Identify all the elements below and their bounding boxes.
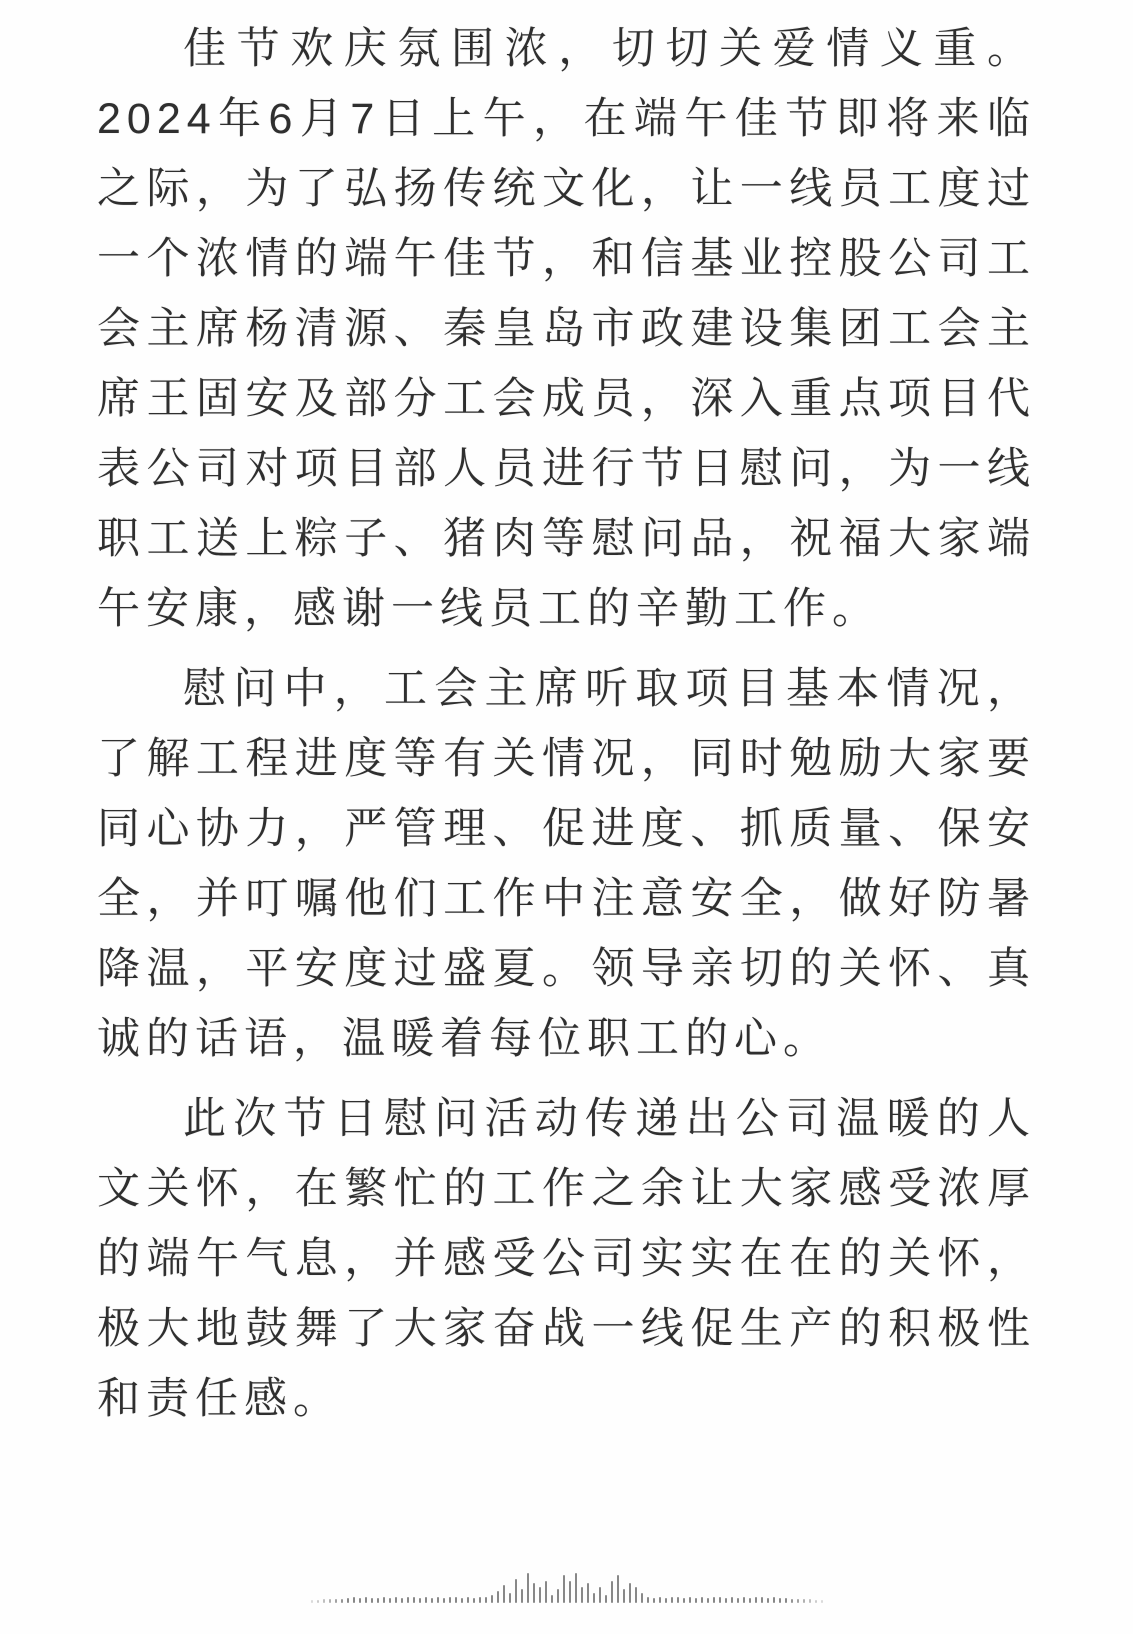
waveform-bar bbox=[497, 1591, 499, 1603]
waveform-bar bbox=[701, 1597, 703, 1603]
waveform-bar bbox=[623, 1589, 625, 1603]
waveform-bar bbox=[767, 1598, 769, 1603]
waveform-bar bbox=[431, 1598, 433, 1603]
waveform-bar bbox=[485, 1597, 487, 1603]
waveform-bar bbox=[755, 1597, 757, 1603]
waveform-bar bbox=[659, 1597, 661, 1603]
waveform-bar bbox=[527, 1573, 529, 1603]
waveform-bar bbox=[677, 1597, 679, 1603]
waveform-bar bbox=[467, 1597, 469, 1603]
waveform-bar bbox=[353, 1597, 355, 1603]
waveform-bar bbox=[761, 1597, 763, 1603]
waveform-bar bbox=[413, 1597, 415, 1603]
article-paragraph-1: 佳节欢庆氛围浓，切切关爱情义重。2024年6月7日上午，在端午佳节即将来临之际，为了弘扬传统文化，让一线员工度过一个浓情的端午佳节，和信基业控股公司工会主席杨清源、秦皇岛市政建设集团工会主席王固安及部分工会成员，深入重点项目代表公司对项目部人员进行节日慰问，为一线职工送上粽子、猪肉等慰问品，祝福大家端午安康，感谢一线员工的辛勤工作。 bbox=[97, 25, 1036, 633]
waveform-bar bbox=[515, 1579, 517, 1603]
waveform-bar bbox=[377, 1598, 379, 1603]
waveform-bar bbox=[713, 1597, 715, 1603]
waveform-bar bbox=[569, 1581, 571, 1603]
waveform-bar bbox=[665, 1598, 667, 1603]
waveform-bar bbox=[581, 1587, 583, 1603]
waveform-bar bbox=[773, 1597, 775, 1603]
waveform-bar bbox=[725, 1598, 727, 1603]
waveform-bar bbox=[419, 1598, 421, 1603]
waveform-bar bbox=[491, 1595, 493, 1603]
waveform-bar bbox=[317, 1600, 319, 1603]
waveform-bar bbox=[329, 1599, 331, 1603]
waveform-bar bbox=[605, 1595, 607, 1603]
waveform-bar bbox=[791, 1599, 793, 1603]
waveform-bar bbox=[449, 1597, 451, 1603]
waveform-bar bbox=[593, 1593, 595, 1603]
waveform-bar bbox=[779, 1598, 781, 1603]
waveform-bar bbox=[821, 1600, 823, 1603]
waveform-bar bbox=[797, 1599, 799, 1603]
waveform-bar bbox=[635, 1587, 637, 1603]
waveform-bar bbox=[311, 1600, 313, 1603]
waveform-bar bbox=[395, 1597, 397, 1603]
waveform-bar bbox=[461, 1598, 463, 1603]
waveform-bar bbox=[359, 1598, 361, 1603]
waveform-bar bbox=[563, 1575, 565, 1603]
waveform-bar bbox=[749, 1598, 751, 1603]
waveform-bar bbox=[575, 1573, 577, 1603]
waveform-bar bbox=[545, 1581, 547, 1603]
waveform-bar bbox=[521, 1589, 523, 1603]
waveform-bar bbox=[587, 1583, 589, 1603]
waveform-bar bbox=[371, 1598, 373, 1603]
waveform-bar bbox=[671, 1597, 673, 1603]
waveform-bar bbox=[401, 1598, 403, 1603]
waveform-bar bbox=[389, 1598, 391, 1603]
waveform-bar bbox=[509, 1593, 511, 1603]
waveform-bar bbox=[551, 1595, 553, 1603]
waveform-bar bbox=[707, 1598, 709, 1603]
waveform-bar bbox=[815, 1600, 817, 1603]
waveform-bar bbox=[539, 1587, 541, 1603]
waveform-bar bbox=[683, 1598, 685, 1603]
waveform-bar bbox=[455, 1597, 457, 1603]
article-paragraph-3: 此次节日慰问活动传递出公司温暖的人文关怀，在繁忙的工作之余让大家感受浓厚的端午气息，并感受公司实实在在的关怀，极大地鼓舞了大家奋战一线促生产的积极性和责任感。 bbox=[97, 1095, 1036, 1423]
waveform-bar bbox=[611, 1581, 613, 1603]
waveform-bar bbox=[803, 1599, 805, 1603]
waveform-bar bbox=[437, 1597, 439, 1603]
waveform-bar bbox=[425, 1597, 427, 1603]
article-paragraph-2: 慰问中，工会主席听取项目基本情况，了解工程进度等有关情况，同时勉励大家要同心协力，严管理、促进度、抓质量、保安全，并叮嘱他们工作中注意安全，做好防暑降温，平安度过盛夏。领导亲切的关怀、真诚的话语，温暖着每位职工的心。 bbox=[97, 665, 1036, 1063]
waveform-bar bbox=[443, 1598, 445, 1603]
waveform-bar bbox=[731, 1597, 733, 1603]
waveform-bar bbox=[809, 1599, 811, 1603]
waveform-bar bbox=[335, 1599, 337, 1603]
waveform-bar bbox=[383, 1597, 385, 1603]
waveform-bar bbox=[341, 1599, 343, 1603]
waveform-bar bbox=[479, 1597, 481, 1603]
waveform-bar bbox=[347, 1598, 349, 1603]
waveform-bar bbox=[323, 1599, 325, 1603]
waveform-bar bbox=[473, 1598, 475, 1603]
waveform-bar bbox=[533, 1583, 535, 1603]
waveform-bar bbox=[689, 1597, 691, 1603]
waveform-bar bbox=[503, 1585, 505, 1603]
waveform-bar bbox=[557, 1589, 559, 1603]
waveform-bar bbox=[407, 1597, 409, 1603]
waveform-bar bbox=[695, 1598, 697, 1603]
waveform-bar bbox=[641, 1593, 643, 1603]
waveform-bar bbox=[719, 1597, 721, 1603]
waveform-bar bbox=[647, 1597, 649, 1603]
audio-waveform bbox=[307, 1571, 827, 1603]
waveform-bar bbox=[599, 1587, 601, 1603]
waveform-bar bbox=[617, 1575, 619, 1603]
waveform-bar bbox=[743, 1597, 745, 1603]
waveform-bar bbox=[785, 1598, 787, 1603]
waveform-bar bbox=[365, 1597, 367, 1603]
waveform-bar bbox=[737, 1598, 739, 1603]
waveform-bar bbox=[653, 1598, 655, 1603]
waveform-bar bbox=[629, 1583, 631, 1603]
